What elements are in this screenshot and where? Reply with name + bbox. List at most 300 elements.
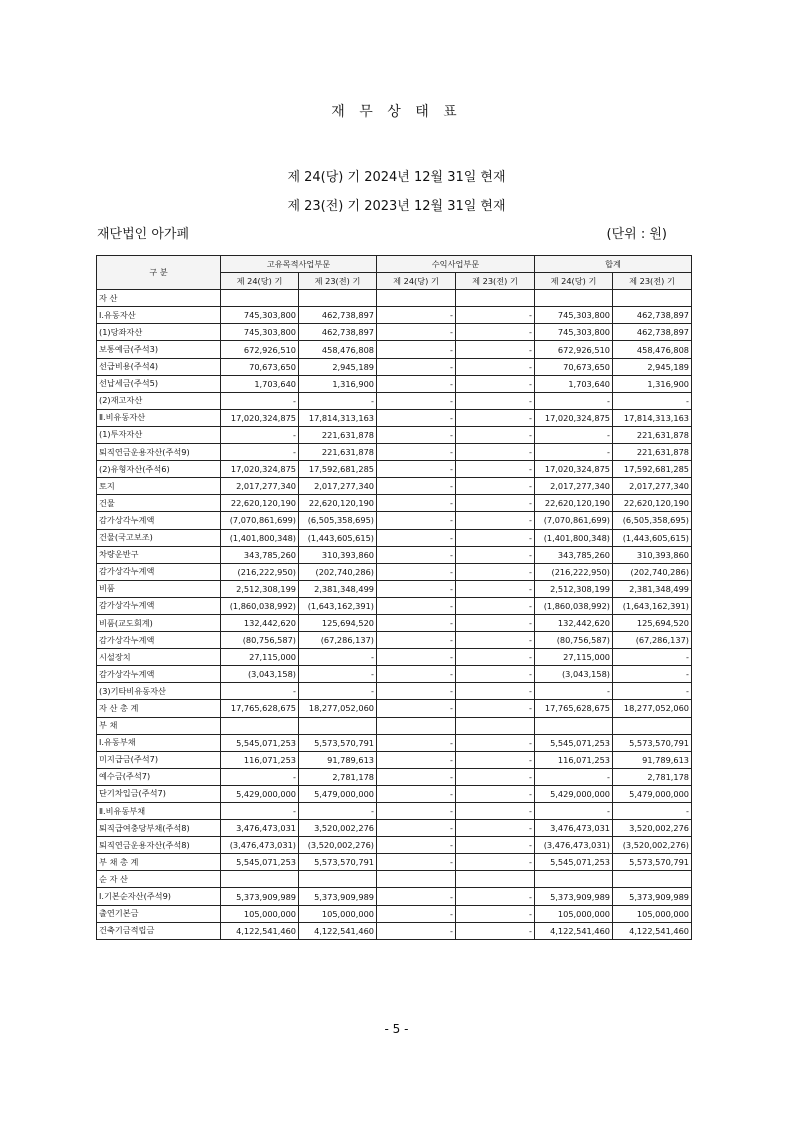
- amount-cell: 3,476,473,031: [535, 820, 613, 837]
- amount-cell: -: [456, 358, 535, 375]
- amount-cell: -: [456, 324, 535, 341]
- amount-cell: 462,738,897: [299, 324, 377, 341]
- amount-cell: -: [377, 444, 456, 461]
- amount-cell: (1,860,038,992): [221, 597, 299, 614]
- amount-cell: 3,476,473,031: [221, 820, 299, 837]
- amount-cell: [377, 871, 456, 888]
- amount-cell: 17,765,628,675: [535, 700, 613, 717]
- amount-cell: -: [456, 307, 535, 324]
- amount-cell: 462,738,897: [613, 324, 692, 341]
- amount-cell: -: [456, 922, 535, 939]
- amount-cell: -: [456, 546, 535, 563]
- amount-cell: [613, 871, 692, 888]
- amount-cell: 2,017,277,340: [613, 478, 692, 495]
- amount-cell: -: [377, 512, 456, 529]
- row-label: 미지급금(주석7): [97, 751, 221, 768]
- row-label: 감가상각누계액: [97, 597, 221, 614]
- row-label: 감가상각누계액: [97, 632, 221, 649]
- amount-cell: -: [456, 375, 535, 392]
- period-prior: 제 23(전) 기 2023년 12월 31일 현재: [287, 199, 506, 214]
- amount-cell: -: [221, 683, 299, 700]
- amount-cell: 5,545,071,253: [221, 734, 299, 751]
- amount-cell: -: [377, 905, 456, 922]
- table-row: [97, 649, 692, 666]
- amount-cell: -: [456, 734, 535, 751]
- amount-cell: -: [456, 666, 535, 683]
- amount-cell: -: [377, 700, 456, 717]
- header-current: 제 24(당) 기: [535, 273, 613, 290]
- table-row: [97, 700, 692, 717]
- amount-cell: (3,043,158): [221, 666, 299, 683]
- table-row: [97, 768, 692, 785]
- amount-cell: 5,429,000,000: [535, 785, 613, 802]
- amount-cell: 17,020,324,875: [535, 409, 613, 426]
- row-label: 순 자 산: [97, 871, 221, 888]
- table-row: [97, 888, 692, 905]
- table-row: [97, 426, 692, 443]
- amount-cell: 462,738,897: [613, 307, 692, 324]
- row-label: 부 채: [97, 717, 221, 734]
- amount-cell: 458,476,808: [613, 341, 692, 358]
- amount-cell: -: [456, 649, 535, 666]
- table-row: [97, 785, 692, 802]
- row-label: Ⅰ.유동자산: [97, 307, 221, 324]
- amount-cell: -: [456, 461, 535, 478]
- amount-cell: 5,373,909,989: [299, 888, 377, 905]
- amount-cell: (3,043,158): [535, 666, 613, 683]
- amount-cell: (1,643,162,391): [613, 597, 692, 614]
- row-label: Ⅱ.비유동자산: [97, 409, 221, 426]
- amount-cell: -: [456, 905, 535, 922]
- amount-cell: -: [377, 529, 456, 546]
- amount-cell: 22,620,120,190: [535, 495, 613, 512]
- amount-cell: [299, 871, 377, 888]
- document-title: 재 무 상 태 표: [331, 104, 462, 120]
- amount-cell: 5,573,570,791: [299, 854, 377, 871]
- amount-cell: 5,373,909,989: [221, 888, 299, 905]
- amount-cell: 2,381,348,499: [299, 580, 377, 597]
- amount-cell: 17,020,324,875: [221, 461, 299, 478]
- amount-cell: -: [456, 854, 535, 871]
- amount-cell: (216,222,950): [221, 563, 299, 580]
- amount-cell: (1,401,800,348): [221, 529, 299, 546]
- amount-cell: 4,122,541,460: [613, 922, 692, 939]
- table-row: [97, 444, 692, 461]
- amount-cell: 5,429,000,000: [221, 785, 299, 802]
- amount-cell: (1,401,800,348): [535, 529, 613, 546]
- amount-cell: 17,592,681,285: [299, 461, 377, 478]
- amount-cell: -: [456, 409, 535, 426]
- amount-cell: -: [377, 632, 456, 649]
- amount-cell: -: [456, 632, 535, 649]
- amount-cell: 105,000,000: [535, 905, 613, 922]
- table-row: [97, 734, 692, 751]
- amount-cell: -: [377, 478, 456, 495]
- table-row: [97, 358, 692, 375]
- amount-cell: [221, 871, 299, 888]
- amount-cell: (1,860,038,992): [535, 597, 613, 614]
- row-label: 선납세금(주석5): [97, 375, 221, 392]
- table-row: [97, 905, 692, 922]
- table-row: [97, 871, 692, 888]
- amount-cell: (202,740,286): [299, 563, 377, 580]
- amount-cell: 745,303,800: [535, 324, 613, 341]
- amount-cell: -: [456, 700, 535, 717]
- amount-cell: 17,020,324,875: [221, 409, 299, 426]
- table-row: [97, 717, 692, 734]
- amount-cell: -: [535, 768, 613, 785]
- amount-cell: [299, 717, 377, 734]
- amount-cell: 2,017,277,340: [221, 478, 299, 495]
- amount-cell: -: [377, 307, 456, 324]
- amount-cell: -: [377, 734, 456, 751]
- amount-cell: -: [456, 888, 535, 905]
- amount-cell: -: [377, 751, 456, 768]
- amount-cell: (6,505,358,695): [613, 512, 692, 529]
- amount-cell: [221, 717, 299, 734]
- amount-cell: -: [377, 837, 456, 854]
- amount-cell: (67,286,137): [299, 632, 377, 649]
- amount-cell: (80,756,587): [221, 632, 299, 649]
- table-row: [97, 580, 692, 597]
- row-label: 감가상각누계액: [97, 512, 221, 529]
- amount-cell: -: [299, 649, 377, 666]
- amount-cell: 2,017,277,340: [299, 478, 377, 495]
- amount-cell: 2,945,189: [613, 358, 692, 375]
- amount-cell: 2,945,189: [299, 358, 377, 375]
- page-number: - 5 -: [384, 1022, 409, 1036]
- amount-cell: -: [456, 478, 535, 495]
- amount-cell: 1,703,640: [221, 375, 299, 392]
- amount-cell: (67,286,137): [613, 632, 692, 649]
- row-label: 부 채 총 계: [97, 854, 221, 871]
- amount-cell: 1,316,900: [299, 375, 377, 392]
- amount-cell: (216,222,950): [535, 563, 613, 580]
- amount-cell: 2,017,277,340: [535, 478, 613, 495]
- amount-cell: 105,000,000: [221, 905, 299, 922]
- row-label: Ⅰ.유동부채: [97, 734, 221, 751]
- table-row: [97, 307, 692, 324]
- table-row: [97, 512, 692, 529]
- amount-cell: -: [456, 563, 535, 580]
- amount-cell: 22,620,120,190: [221, 495, 299, 512]
- row-label: (2)유형자산(주석6): [97, 461, 221, 478]
- table-row: [97, 392, 692, 409]
- amount-cell: 27,115,000: [535, 649, 613, 666]
- header-group-nonprofit: 고유목적사업부문: [221, 256, 377, 273]
- amount-cell: -: [377, 563, 456, 580]
- row-label: Ⅱ.비유동부채: [97, 803, 221, 820]
- amount-cell: 1,703,640: [535, 375, 613, 392]
- amount-cell: -: [299, 683, 377, 700]
- amount-cell: (202,740,286): [613, 563, 692, 580]
- amount-cell: -: [456, 751, 535, 768]
- amount-cell: (80,756,587): [535, 632, 613, 649]
- amount-cell: -: [377, 341, 456, 358]
- amount-cell: 310,393,860: [613, 546, 692, 563]
- row-label: 출연기본금: [97, 905, 221, 922]
- amount-cell: -: [377, 461, 456, 478]
- row-label: Ⅰ.기본순자산(주석9): [97, 888, 221, 905]
- amount-cell: -: [535, 683, 613, 700]
- balance-sheet-body: [97, 290, 692, 940]
- amount-cell: (3,476,473,031): [535, 837, 613, 854]
- amount-cell: -: [377, 580, 456, 597]
- amount-cell: 17,020,324,875: [535, 461, 613, 478]
- amount-cell: 2,781,178: [613, 768, 692, 785]
- amount-cell: [613, 717, 692, 734]
- amount-cell: [535, 717, 613, 734]
- amount-cell: [221, 290, 299, 307]
- row-label: 건물: [97, 495, 221, 512]
- amount-cell: [535, 290, 613, 307]
- amount-cell: (3,520,002,276): [613, 837, 692, 854]
- amount-cell: 132,442,620: [535, 614, 613, 631]
- unit-label: (단위 : 원): [606, 227, 667, 242]
- amount-cell: -: [377, 324, 456, 341]
- amount-cell: -: [613, 803, 692, 820]
- amount-cell: -: [377, 392, 456, 409]
- amount-cell: 105,000,000: [613, 905, 692, 922]
- row-label: 보통예금(주석3): [97, 341, 221, 358]
- amount-cell: -: [299, 392, 377, 409]
- amount-cell: -: [377, 888, 456, 905]
- amount-cell: -: [299, 803, 377, 820]
- row-label: 건물(국고보조): [97, 529, 221, 546]
- amount-cell: [613, 290, 692, 307]
- row-label: 자 산 총 계: [97, 700, 221, 717]
- table-row: [97, 290, 692, 307]
- amount-cell: 4,122,541,460: [299, 922, 377, 939]
- amount-cell: -: [456, 495, 535, 512]
- table-row: [97, 854, 692, 871]
- table-row: [97, 597, 692, 614]
- amount-cell: [456, 717, 535, 734]
- row-label: 예수금(주석7): [97, 768, 221, 785]
- amount-cell: 221,631,878: [613, 426, 692, 443]
- amount-cell: -: [456, 683, 535, 700]
- amount-cell: -: [377, 358, 456, 375]
- header-prior: 제 23(전) 기: [299, 273, 377, 290]
- amount-cell: -: [456, 597, 535, 614]
- amount-cell: -: [613, 649, 692, 666]
- amount-cell: -: [221, 803, 299, 820]
- table-row: [97, 820, 692, 837]
- row-label: (3)기타비유동자산: [97, 683, 221, 700]
- amount-cell: 116,071,253: [221, 751, 299, 768]
- amount-cell: -: [456, 803, 535, 820]
- table-row: [97, 751, 692, 768]
- row-label: 감가상각누계액: [97, 563, 221, 580]
- table-row: [97, 341, 692, 358]
- amount-cell: 4,122,541,460: [221, 922, 299, 939]
- table-row: [97, 324, 692, 341]
- header-group-total: 합계: [535, 256, 692, 273]
- amount-cell: 745,303,800: [535, 307, 613, 324]
- amount-cell: 5,573,570,791: [613, 854, 692, 871]
- amount-cell: 2,512,308,199: [535, 580, 613, 597]
- amount-cell: 22,620,120,190: [613, 495, 692, 512]
- amount-cell: -: [377, 375, 456, 392]
- amount-cell: -: [377, 683, 456, 700]
- amount-cell: -: [535, 426, 613, 443]
- amount-cell: 22,620,120,190: [299, 495, 377, 512]
- amount-cell: 116,071,253: [535, 751, 613, 768]
- table-row: [97, 614, 692, 631]
- amount-cell: -: [377, 546, 456, 563]
- amount-cell: 343,785,260: [535, 546, 613, 563]
- amount-cell: -: [377, 614, 456, 631]
- header-current: 제 24(당) 기: [221, 273, 299, 290]
- amount-cell: 221,631,878: [613, 444, 692, 461]
- table-row: [97, 478, 692, 495]
- amount-cell: 2,381,348,499: [613, 580, 692, 597]
- amount-cell: -: [613, 683, 692, 700]
- table-row: [97, 666, 692, 683]
- row-label: 단기차입금(주석7): [97, 785, 221, 802]
- amount-cell: 462,738,897: [299, 307, 377, 324]
- amount-cell: 458,476,808: [299, 341, 377, 358]
- amount-cell: -: [456, 426, 535, 443]
- row-label: 건축기금적립금: [97, 922, 221, 939]
- row-label: 감가상각누계액: [97, 666, 221, 683]
- amount-cell: -: [221, 392, 299, 409]
- amount-cell: [456, 290, 535, 307]
- header-category: 구 분: [97, 256, 221, 290]
- amount-cell: [299, 290, 377, 307]
- amount-cell: 3,520,002,276: [613, 820, 692, 837]
- amount-cell: 91,789,613: [299, 751, 377, 768]
- table-row: [97, 495, 692, 512]
- table-row: [97, 546, 692, 563]
- header-prior: 제 23(전) 기: [456, 273, 535, 290]
- amount-cell: -: [377, 666, 456, 683]
- amount-cell: -: [456, 785, 535, 802]
- amount-cell: -: [456, 392, 535, 409]
- row-label: 비품(교도회계): [97, 614, 221, 631]
- amount-cell: -: [613, 666, 692, 683]
- amount-cell: 17,592,681,285: [613, 461, 692, 478]
- amount-cell: [377, 290, 456, 307]
- header-group-profit: 수익사업부문: [377, 256, 535, 273]
- header-prior: 제 23(전) 기: [613, 273, 692, 290]
- row-label: 퇴직연금운용자산(주석9): [97, 444, 221, 461]
- table-row: [97, 803, 692, 820]
- amount-cell: -: [535, 444, 613, 461]
- row-label: (1)투자자산: [97, 426, 221, 443]
- amount-cell: 5,479,000,000: [613, 785, 692, 802]
- amount-cell: -: [377, 409, 456, 426]
- amount-cell: 1,316,900: [613, 375, 692, 392]
- amount-cell: 17,765,628,675: [221, 700, 299, 717]
- amount-cell: 5,373,909,989: [535, 888, 613, 905]
- amount-cell: 5,573,570,791: [299, 734, 377, 751]
- amount-cell: 27,115,000: [221, 649, 299, 666]
- table-row: [97, 837, 692, 854]
- amount-cell: -: [456, 341, 535, 358]
- amount-cell: -: [377, 426, 456, 443]
- amount-cell: 125,694,520: [613, 614, 692, 631]
- table-row: [97, 683, 692, 700]
- table-row: [97, 632, 692, 649]
- amount-cell: -: [377, 597, 456, 614]
- amount-cell: -: [221, 768, 299, 785]
- table-row: [97, 529, 692, 546]
- row-label: 자 산: [97, 290, 221, 307]
- amount-cell: 221,631,878: [299, 444, 377, 461]
- amount-cell: -: [377, 820, 456, 837]
- row-label: 퇴직연금운용자산(주석8): [97, 837, 221, 854]
- amount-cell: -: [377, 768, 456, 785]
- amount-cell: 2,781,178: [299, 768, 377, 785]
- amount-cell: 70,673,650: [535, 358, 613, 375]
- table-row: [97, 409, 692, 426]
- amount-cell: 5,479,000,000: [299, 785, 377, 802]
- amount-cell: 5,573,570,791: [613, 734, 692, 751]
- amount-cell: -: [377, 495, 456, 512]
- amount-cell: (7,070,861,699): [221, 512, 299, 529]
- amount-cell: 672,926,510: [535, 341, 613, 358]
- row-label: (2)재고자산: [97, 392, 221, 409]
- amount-cell: 125,694,520: [299, 614, 377, 631]
- table-row: [97, 922, 692, 939]
- amount-cell: -: [535, 392, 613, 409]
- amount-cell: -: [221, 444, 299, 461]
- amount-cell: 745,303,800: [221, 307, 299, 324]
- amount-cell: 18,277,052,060: [613, 700, 692, 717]
- balance-sheet-table: [96, 255, 692, 940]
- amount-cell: 105,000,000: [299, 905, 377, 922]
- amount-cell: 3,520,002,276: [299, 820, 377, 837]
- amount-cell: -: [456, 837, 535, 854]
- amount-cell: -: [456, 580, 535, 597]
- amount-cell: -: [299, 666, 377, 683]
- amount-cell: -: [456, 512, 535, 529]
- amount-cell: 17,814,313,163: [613, 409, 692, 426]
- table-row: [97, 461, 692, 478]
- row-label: 시설장치: [97, 649, 221, 666]
- amount-cell: 672,926,510: [221, 341, 299, 358]
- amount-cell: 745,303,800: [221, 324, 299, 341]
- amount-cell: (3,476,473,031): [221, 837, 299, 854]
- table-row: [97, 375, 692, 392]
- amount-cell: 4,122,541,460: [535, 922, 613, 939]
- row-label: 비품: [97, 580, 221, 597]
- amount-cell: -: [377, 649, 456, 666]
- amount-cell: (7,070,861,699): [535, 512, 613, 529]
- row-label: 토지: [97, 478, 221, 495]
- amount-cell: -: [377, 854, 456, 871]
- row-label: 선급비용(주석4): [97, 358, 221, 375]
- amount-cell: 5,545,071,253: [535, 854, 613, 871]
- amount-cell: -: [456, 768, 535, 785]
- amount-cell: 310,393,860: [299, 546, 377, 563]
- amount-cell: -: [613, 392, 692, 409]
- amount-cell: -: [377, 785, 456, 802]
- amount-cell: 221,631,878: [299, 426, 377, 443]
- organization-name: 재단법인 아가페: [97, 227, 190, 242]
- amount-cell: 70,673,650: [221, 358, 299, 375]
- amount-cell: 5,545,071,253: [221, 854, 299, 871]
- amount-cell: -: [456, 529, 535, 546]
- amount-cell: 91,789,613: [613, 751, 692, 768]
- amount-cell: [456, 871, 535, 888]
- table-row: [97, 563, 692, 580]
- amount-cell: 132,442,620: [221, 614, 299, 631]
- amount-cell: -: [221, 426, 299, 443]
- amount-cell: 343,785,260: [221, 546, 299, 563]
- amount-cell: (1,443,605,615): [613, 529, 692, 546]
